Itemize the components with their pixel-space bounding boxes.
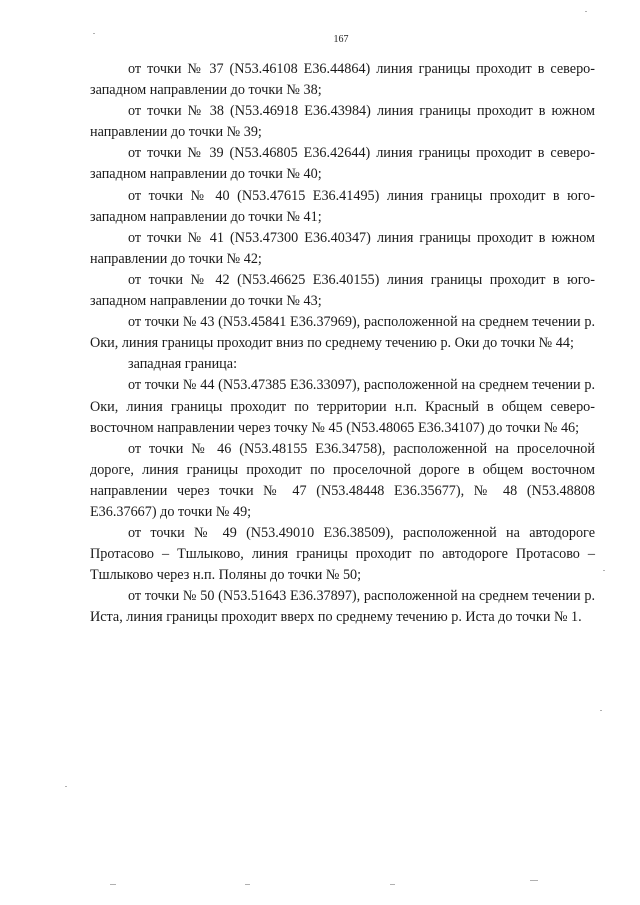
scan-speck <box>603 570 605 571</box>
document-body <box>90 59 595 629</box>
paragraph: от точки № 38 (N53.46918 E36.43984) линия границы проходит в южном направлении до точки № 39; <box>90 103 595 141</box>
scan-speck <box>585 11 587 12</box>
paragraph: от точки № 44 (N53.47385 E36.33097), расположенной на среднем течении р. Оки, линия границы проходит по территории н.п. Красный в общем северо-восточном направлении через точку № 45 (N53.48065 E36.34107) до точки № 46; <box>90 377 595 436</box>
section-heading: западная граница: <box>128 356 238 373</box>
paragraph: от точки № 37 (N53.46108 E36.44864) линия границы проходит в северо-западном направлении до точки № 38; <box>90 61 595 99</box>
paragraph: от точки № 41 (N53.47300 E36.40347) линия границы проходит в южном направлении до точки № 42; <box>90 229 595 267</box>
scan-speck <box>245 884 250 885</box>
paragraph: от точки № 50 (N53.51643 E36.37897), расположенной на среднем течении р. Иста, линия границы проходит вверх по среднему течению р. Иста до точки № 1. <box>90 588 595 626</box>
paragraph: от точки № 40 (N53.47615 E36.41495) линия границы проходит в юго-западном направлении до точки № 41; <box>90 187 595 225</box>
scan-speck <box>93 33 95 34</box>
scan-speck <box>110 884 116 885</box>
scan-speck <box>530 880 538 881</box>
scan-speck <box>390 884 395 885</box>
paragraph: от точки № 39 (N53.46805 E36.42644) линия границы проходит в северо-западном направлении до точки № 40; <box>90 145 595 183</box>
scan-speck <box>65 786 67 787</box>
scan-speck <box>600 710 602 711</box>
paragraph: от точки № 46 (N53.48155 E36.34758), расположенной на проселочной дороге, линия границы проходит по проселочной дороге в общем восточном направлении через точки № 47 (N53.48448 E36.35677), № 48 (N53.48808 E36.37667) до точки № 49; <box>90 440 595 520</box>
page-number: 167 <box>333 34 349 45</box>
paragraph: от точки № 43 (N53.45841 E36.37969), расположенной на среднем течении р. Оки, линия границы проходит вниз по среднему течению р. Оки до точки № 44; <box>90 314 595 352</box>
paragraph: от точки № 42 (N53.46625 E36.40155) линия границы проходит в юго-западном направлении до точки № 43; <box>90 271 595 310</box>
paragraph: от точки № 49 (N53.49010 E36.38509), расположенной на автодороге Протасово – Тшлыково, линия границы проходит по автодороге Протасово – Тшлыково через н.п. Поляны до точки № 50; <box>90 525 595 584</box>
